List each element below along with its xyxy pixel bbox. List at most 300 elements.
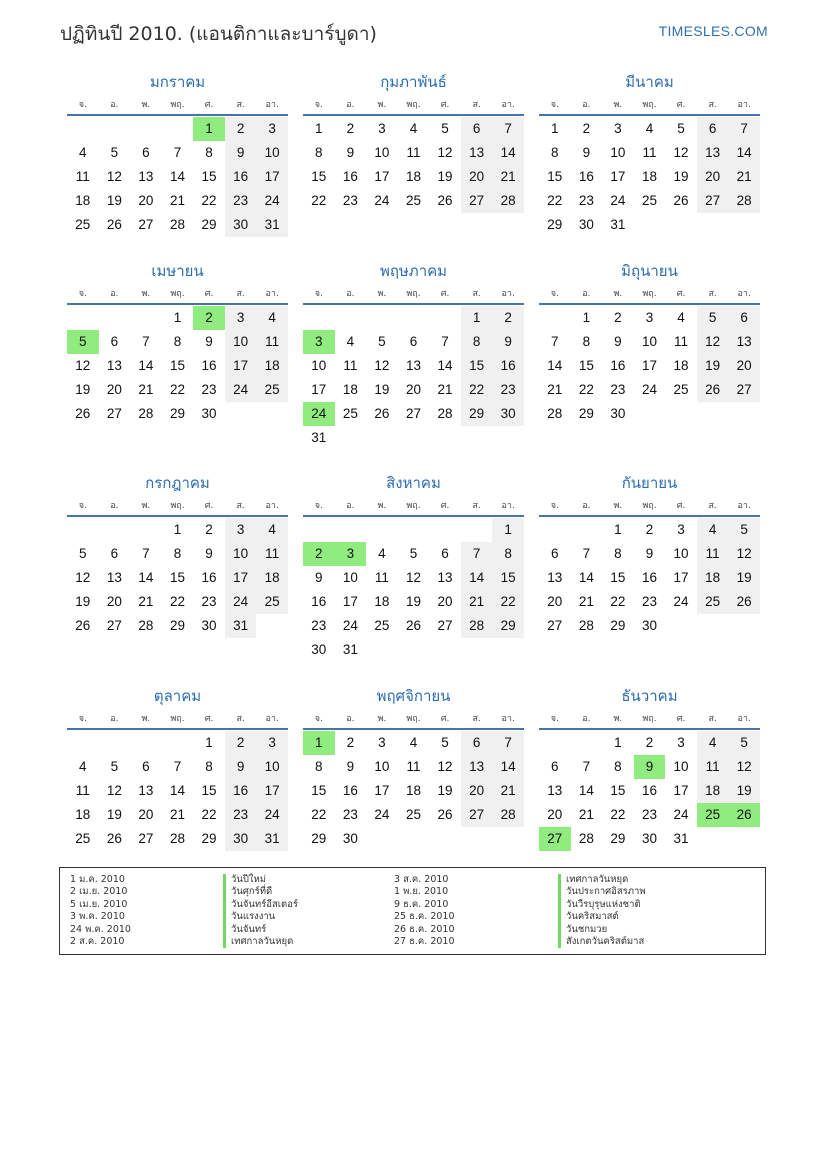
day-cell[interactable]: 8 <box>492 542 524 566</box>
day-cell[interactable]: 29 <box>547 217 563 232</box>
day-cell[interactable]: 12 <box>437 759 453 774</box>
day-cell[interactable]: 11 <box>674 334 689 349</box>
day-cell[interactable]: 28 <box>492 189 524 213</box>
day-cell[interactable]: 10 <box>374 759 390 774</box>
day-cell[interactable]: 14 <box>169 169 185 184</box>
day-cell[interactable]: 2 <box>346 121 355 136</box>
day-cell[interactable]: 16 <box>342 783 358 798</box>
day-cell[interactable]: 6 <box>142 145 150 160</box>
day-cell[interactable]: 10 <box>673 759 689 774</box>
day-cell[interactable]: 24 <box>342 618 358 633</box>
day-cell[interactable]: 30 <box>641 618 657 633</box>
day-cell[interactable]: 3 <box>225 306 257 330</box>
holiday-day-cell[interactable]: 1 <box>303 731 335 755</box>
day-cell[interactable]: 3 <box>677 735 685 750</box>
day-cell[interactable]: 10 <box>225 330 257 354</box>
day-cell[interactable]: 2 <box>614 310 622 325</box>
day-cell[interactable]: 6 <box>110 334 119 349</box>
holiday-day-cell[interactable]: 2 <box>193 306 225 330</box>
day-cell[interactable]: 9 <box>492 330 524 354</box>
day-cell[interactable]: 20 <box>106 594 122 609</box>
day-cell[interactable]: 19 <box>75 382 91 397</box>
day-cell[interactable]: 17 <box>256 165 288 189</box>
day-cell[interactable]: 28 <box>169 831 185 846</box>
day-cell[interactable]: 5 <box>441 121 449 136</box>
day-cell[interactable]: 18 <box>673 358 689 373</box>
day-cell[interactable]: 25 <box>641 193 657 208</box>
day-cell[interactable]: 23 <box>578 193 594 208</box>
day-cell[interactable]: 3 <box>645 310 654 325</box>
day-cell[interactable]: 27 <box>106 406 122 421</box>
day-cell[interactable]: 16 <box>201 570 217 585</box>
day-cell[interactable]: 7 <box>582 546 591 561</box>
day-cell[interactable]: 5 <box>677 121 685 136</box>
day-cell[interactable]: 2 <box>225 117 257 141</box>
day-cell[interactable]: 24 <box>610 193 626 208</box>
day-cell[interactable]: 16 <box>225 779 257 803</box>
day-cell[interactable]: 31 <box>673 831 689 846</box>
day-cell[interactable]: 27 <box>437 618 453 633</box>
site-brand[interactable]: TIMESLES.COM <box>658 23 768 39</box>
day-cell[interactable]: 22 <box>201 193 217 208</box>
day-cell[interactable]: 28 <box>492 803 524 827</box>
day-cell[interactable]: 9 <box>346 759 355 774</box>
day-cell[interactable]: 6 <box>551 546 559 561</box>
day-cell[interactable]: 11 <box>406 759 421 774</box>
holiday-day-cell[interactable]: 1 <box>193 117 225 141</box>
day-cell[interactable]: 27 <box>547 618 563 633</box>
day-cell[interactable]: 5 <box>110 145 119 160</box>
day-cell[interactable]: 22 <box>610 807 626 822</box>
day-cell[interactable]: 3 <box>677 522 685 537</box>
day-cell[interactable]: 25 <box>256 590 288 614</box>
day-cell[interactable]: 9 <box>582 145 591 160</box>
day-cell[interactable]: 4 <box>346 334 355 349</box>
day-cell[interactable]: 17 <box>610 169 626 184</box>
day-cell[interactable]: 5 <box>409 546 418 561</box>
day-cell[interactable]: 26 <box>697 378 729 402</box>
day-cell[interactable]: 26 <box>437 193 453 208</box>
day-cell[interactable]: 15 <box>610 783 626 798</box>
day-cell[interactable]: 22 <box>547 193 563 208</box>
day-cell[interactable]: 7 <box>441 334 449 349</box>
day-cell[interactable]: 10 <box>374 145 390 160</box>
day-cell[interactable]: 17 <box>225 354 257 378</box>
day-cell[interactable]: 9 <box>346 145 355 160</box>
day-cell[interactable]: 11 <box>642 145 657 160</box>
day-cell[interactable]: 11 <box>256 542 288 566</box>
day-cell[interactable]: 8 <box>205 759 213 774</box>
day-cell[interactable]: 8 <box>315 759 323 774</box>
day-cell[interactable]: 25 <box>374 618 390 633</box>
day-cell[interactable]: 18 <box>374 594 390 609</box>
day-cell[interactable]: 16 <box>342 169 358 184</box>
day-cell[interactable]: 8 <box>173 546 182 561</box>
day-cell[interactable]: 9 <box>645 546 654 561</box>
day-cell[interactable]: 15 <box>610 570 626 585</box>
day-cell[interactable]: 9 <box>315 570 323 585</box>
day-cell[interactable]: 5 <box>697 306 729 330</box>
day-cell[interactable]: 3 <box>256 117 288 141</box>
day-cell[interactable]: 2 <box>225 731 257 755</box>
day-cell[interactable]: 18 <box>641 169 657 184</box>
day-cell[interactable]: 27 <box>138 831 154 846</box>
day-cell[interactable]: 9 <box>205 546 213 561</box>
day-cell[interactable]: 23 <box>201 594 217 609</box>
day-cell[interactable]: 18 <box>75 807 91 822</box>
day-cell[interactable]: 1 <box>582 310 591 325</box>
day-cell[interactable]: 21 <box>437 382 453 397</box>
day-cell[interactable]: 7 <box>142 334 150 349</box>
day-cell[interactable]: 13 <box>138 783 154 798</box>
day-cell[interactable]: 15 <box>492 566 524 590</box>
day-cell[interactable]: 26 <box>106 831 122 846</box>
day-cell[interactable]: 16 <box>492 354 524 378</box>
day-cell[interactable]: 19 <box>75 594 91 609</box>
day-cell[interactable]: 11 <box>697 755 729 779</box>
day-cell[interactable]: 18 <box>697 566 729 590</box>
day-cell[interactable]: 15 <box>311 169 327 184</box>
day-cell[interactable]: 16 <box>311 594 327 609</box>
day-cell[interactable]: 23 <box>641 594 657 609</box>
day-cell[interactable]: 18 <box>697 779 729 803</box>
day-cell[interactable]: 31 <box>256 827 288 851</box>
day-cell[interactable]: 3 <box>256 731 288 755</box>
day-cell[interactable]: 13 <box>461 141 493 165</box>
day-cell[interactable]: 24 <box>374 193 390 208</box>
day-cell[interactable]: 22 <box>169 594 185 609</box>
day-cell[interactable]: 16 <box>610 358 626 373</box>
day-cell[interactable]: 26 <box>106 217 122 232</box>
day-cell[interactable]: 15 <box>169 570 185 585</box>
day-cell[interactable]: 3 <box>225 518 257 542</box>
day-cell[interactable]: 3 <box>614 121 622 136</box>
day-cell[interactable]: 25 <box>405 807 421 822</box>
day-cell[interactable]: 6 <box>461 731 493 755</box>
holiday-day-cell[interactable]: 24 <box>303 402 335 426</box>
day-cell[interactable]: 4 <box>256 518 288 542</box>
day-cell[interactable]: 5 <box>378 334 386 349</box>
holiday-day-cell[interactable]: 26 <box>728 803 760 827</box>
day-cell[interactable]: 23 <box>342 807 358 822</box>
day-cell[interactable]: 22 <box>311 807 327 822</box>
day-cell[interactable]: 29 <box>492 614 524 638</box>
day-cell[interactable]: 13 <box>437 570 453 585</box>
day-cell[interactable]: 25 <box>75 217 91 232</box>
day-cell[interactable]: 24 <box>673 594 689 609</box>
day-cell[interactable]: 29 <box>610 618 626 633</box>
day-cell[interactable]: 12 <box>106 169 122 184</box>
day-cell[interactable]: 1 <box>315 121 323 136</box>
day-cell[interactable]: 30 <box>492 402 524 426</box>
day-cell[interactable]: 29 <box>578 406 594 421</box>
day-cell[interactable]: 26 <box>75 618 91 633</box>
day-cell[interactable]: 28 <box>138 406 154 421</box>
day-cell[interactable]: 10 <box>311 358 327 373</box>
day-cell[interactable]: 7 <box>173 759 182 774</box>
day-cell[interactable]: 26 <box>405 618 421 633</box>
day-cell[interactable]: 1 <box>614 735 622 750</box>
day-cell[interactable]: 20 <box>697 165 729 189</box>
day-cell[interactable]: 28 <box>138 618 154 633</box>
day-cell[interactable]: 24 <box>673 807 689 822</box>
day-cell[interactable]: 5 <box>441 735 449 750</box>
day-cell[interactable]: 9 <box>225 755 257 779</box>
day-cell[interactable]: 21 <box>578 807 594 822</box>
day-cell[interactable]: 22 <box>311 193 327 208</box>
day-cell[interactable]: 4 <box>256 306 288 330</box>
day-cell[interactable]: 13 <box>547 783 563 798</box>
day-cell[interactable]: 27 <box>728 378 760 402</box>
day-cell[interactable]: 6 <box>551 759 559 774</box>
day-cell[interactable]: 22 <box>201 807 217 822</box>
day-cell[interactable]: 11 <box>75 169 90 184</box>
day-cell[interactable]: 13 <box>697 141 729 165</box>
day-cell[interactable]: 1 <box>205 735 213 750</box>
day-cell[interactable]: 4 <box>677 310 685 325</box>
day-cell[interactable]: 21 <box>547 382 563 397</box>
day-cell[interactable]: 3 <box>378 735 386 750</box>
day-cell[interactable]: 16 <box>201 358 217 373</box>
day-cell[interactable]: 22 <box>492 590 524 614</box>
day-cell[interactable]: 17 <box>311 382 327 397</box>
day-cell[interactable]: 7 <box>142 546 150 561</box>
day-cell[interactable]: 21 <box>169 807 185 822</box>
day-cell[interactable]: 4 <box>79 759 87 774</box>
day-cell[interactable]: 14 <box>138 570 154 585</box>
day-cell[interactable]: 10 <box>256 755 288 779</box>
day-cell[interactable]: 13 <box>547 570 563 585</box>
day-cell[interactable]: 22 <box>610 594 626 609</box>
day-cell[interactable]: 14 <box>547 358 563 373</box>
day-cell[interactable]: 29 <box>201 831 217 846</box>
day-cell[interactable]: 25 <box>342 406 358 421</box>
day-cell[interactable]: 14 <box>578 783 594 798</box>
day-cell[interactable]: 28 <box>578 618 594 633</box>
day-cell[interactable]: 14 <box>492 141 524 165</box>
day-cell[interactable]: 11 <box>75 783 90 798</box>
day-cell[interactable]: 4 <box>409 735 418 750</box>
day-cell[interactable]: 7 <box>551 334 559 349</box>
day-cell[interactable]: 27 <box>405 406 421 421</box>
day-cell[interactable]: 14 <box>728 141 760 165</box>
holiday-day-cell[interactable]: 25 <box>697 803 729 827</box>
day-cell[interactable]: 22 <box>169 382 185 397</box>
day-cell[interactable]: 3 <box>378 121 386 136</box>
day-cell[interactable]: 12 <box>374 358 390 373</box>
day-cell[interactable]: 8 <box>551 145 559 160</box>
day-cell[interactable]: 4 <box>645 121 654 136</box>
day-cell[interactable]: 10 <box>256 141 288 165</box>
day-cell[interactable]: 30 <box>311 642 327 657</box>
day-cell[interactable]: 24 <box>225 378 257 402</box>
day-cell[interactable]: 9 <box>205 334 213 349</box>
day-cell[interactable]: 6 <box>697 117 729 141</box>
day-cell[interactable]: 24 <box>641 382 657 397</box>
day-cell[interactable]: 31 <box>311 430 327 445</box>
day-cell[interactable]: 18 <box>342 382 358 397</box>
day-cell[interactable]: 28 <box>169 217 185 232</box>
day-cell[interactable]: 2 <box>205 522 213 537</box>
day-cell[interactable]: 8 <box>461 330 493 354</box>
day-cell[interactable]: 22 <box>578 382 594 397</box>
day-cell[interactable]: 28 <box>547 406 563 421</box>
day-cell[interactable]: 12 <box>728 542 760 566</box>
day-cell[interactable]: 17 <box>225 566 257 590</box>
day-cell[interactable]: 25 <box>256 378 288 402</box>
day-cell[interactable]: 22 <box>461 378 493 402</box>
day-cell[interactable]: 6 <box>110 546 119 561</box>
day-cell[interactable]: 1 <box>173 522 182 537</box>
day-cell[interactable]: 12 <box>673 145 689 160</box>
day-cell[interactable]: 10 <box>225 542 257 566</box>
day-cell[interactable]: 21 <box>138 382 154 397</box>
day-cell[interactable]: 23 <box>311 618 327 633</box>
day-cell[interactable]: 5 <box>110 759 119 774</box>
day-cell[interactable]: 8 <box>614 759 622 774</box>
day-cell[interactable]: 24 <box>256 189 288 213</box>
day-cell[interactable]: 26 <box>437 807 453 822</box>
day-cell[interactable]: 17 <box>374 169 390 184</box>
day-cell[interactable]: 13 <box>728 330 760 354</box>
day-cell[interactable]: 12 <box>75 358 91 373</box>
day-cell[interactable]: 7 <box>492 731 524 755</box>
day-cell[interactable]: 19 <box>106 193 122 208</box>
holiday-day-cell[interactable]: 9 <box>634 755 666 779</box>
day-cell[interactable]: 19 <box>728 779 760 803</box>
day-cell[interactable]: 15 <box>578 358 594 373</box>
day-cell[interactable]: 24 <box>256 803 288 827</box>
day-cell[interactable]: 1 <box>614 522 622 537</box>
day-cell[interactable]: 14 <box>461 566 493 590</box>
day-cell[interactable]: 10 <box>641 334 657 349</box>
day-cell[interactable]: 6 <box>142 759 150 774</box>
day-cell[interactable]: 10 <box>610 145 626 160</box>
day-cell[interactable]: 16 <box>641 783 657 798</box>
day-cell[interactable]: 14 <box>138 358 154 373</box>
day-cell[interactable]: 13 <box>138 169 154 184</box>
holiday-day-cell[interactable]: 5 <box>67 330 99 354</box>
day-cell[interactable]: 18 <box>256 566 288 590</box>
day-cell[interactable]: 7 <box>728 117 760 141</box>
day-cell[interactable]: 29 <box>461 402 493 426</box>
day-cell[interactable]: 23 <box>641 807 657 822</box>
day-cell[interactable]: 13 <box>106 358 122 373</box>
day-cell[interactable]: 8 <box>582 334 591 349</box>
day-cell[interactable]: 12 <box>75 570 91 585</box>
day-cell[interactable]: 15 <box>547 169 563 184</box>
day-cell[interactable]: 1 <box>173 310 182 325</box>
day-cell[interactable]: 17 <box>374 783 390 798</box>
day-cell[interactable]: 30 <box>201 618 217 633</box>
day-cell[interactable]: 30 <box>201 406 217 421</box>
day-cell[interactable]: 13 <box>106 570 122 585</box>
day-cell[interactable]: 19 <box>697 354 729 378</box>
day-cell[interactable]: 19 <box>673 169 689 184</box>
day-cell[interactable]: 20 <box>461 779 493 803</box>
day-cell[interactable]: 2 <box>645 735 654 750</box>
day-cell[interactable]: 9 <box>614 334 622 349</box>
day-cell[interactable]: 23 <box>492 378 524 402</box>
day-cell[interactable]: 14 <box>169 783 185 798</box>
day-cell[interactable]: 11 <box>406 145 421 160</box>
day-cell[interactable]: 8 <box>173 334 182 349</box>
day-cell[interactable]: 21 <box>461 590 493 614</box>
day-cell[interactable]: 28 <box>437 406 453 421</box>
day-cell[interactable]: 21 <box>578 594 594 609</box>
day-cell[interactable]: 20 <box>547 594 563 609</box>
day-cell[interactable]: 7 <box>461 542 493 566</box>
day-cell[interactable]: 28 <box>461 614 493 638</box>
day-cell[interactable]: 19 <box>405 594 421 609</box>
day-cell[interactable]: 27 <box>461 189 493 213</box>
day-cell[interactable]: 16 <box>225 165 257 189</box>
day-cell[interactable]: 19 <box>374 382 390 397</box>
day-cell[interactable]: 23 <box>610 382 626 397</box>
day-cell[interactable]: 12 <box>697 330 729 354</box>
day-cell[interactable]: 16 <box>641 570 657 585</box>
day-cell[interactable]: 30 <box>610 406 626 421</box>
day-cell[interactable]: 30 <box>225 827 257 851</box>
day-cell[interactable]: 15 <box>201 169 217 184</box>
day-cell[interactable]: 30 <box>641 831 657 846</box>
day-cell[interactable]: 23 <box>201 382 217 397</box>
day-cell[interactable]: 29 <box>610 831 626 846</box>
day-cell[interactable]: 26 <box>374 406 390 421</box>
day-cell[interactable]: 29 <box>311 831 327 846</box>
day-cell[interactable]: 24 <box>374 807 390 822</box>
day-cell[interactable]: 12 <box>437 145 453 160</box>
day-cell[interactable]: 17 <box>673 570 689 585</box>
day-cell[interactable]: 31 <box>256 213 288 237</box>
day-cell[interactable]: 28 <box>728 189 760 213</box>
day-cell[interactable]: 17 <box>641 358 657 373</box>
day-cell[interactable]: 30 <box>578 217 594 232</box>
day-cell[interactable]: 15 <box>169 358 185 373</box>
day-cell[interactable]: 20 <box>461 165 493 189</box>
day-cell[interactable]: 29 <box>201 217 217 232</box>
day-cell[interactable]: 1 <box>551 121 559 136</box>
day-cell[interactable]: 21 <box>728 165 760 189</box>
day-cell[interactable]: 20 <box>106 382 122 397</box>
day-cell[interactable]: 6 <box>728 306 760 330</box>
day-cell[interactable]: 5 <box>728 518 760 542</box>
day-cell[interactable]: 17 <box>342 594 358 609</box>
day-cell[interactable]: 14 <box>492 755 524 779</box>
day-cell[interactable]: 4 <box>79 145 87 160</box>
day-cell[interactable]: 18 <box>256 354 288 378</box>
day-cell[interactable]: 19 <box>437 169 453 184</box>
day-cell[interactable]: 8 <box>315 145 323 160</box>
day-cell[interactable]: 20 <box>728 354 760 378</box>
day-cell[interactable]: 8 <box>614 546 622 561</box>
day-cell[interactable]: 26 <box>728 590 760 614</box>
day-cell[interactable]: 27 <box>461 803 493 827</box>
day-cell[interactable]: 20 <box>405 382 421 397</box>
day-cell[interactable]: 7 <box>173 145 182 160</box>
day-cell[interactable]: 27 <box>106 618 122 633</box>
day-cell[interactable]: 20 <box>437 594 453 609</box>
day-cell[interactable]: 19 <box>437 783 453 798</box>
day-cell[interactable]: 25 <box>697 590 729 614</box>
day-cell[interactable]: 29 <box>169 618 185 633</box>
day-cell[interactable]: 1 <box>492 518 524 542</box>
day-cell[interactable]: 7 <box>582 759 591 774</box>
day-cell[interactable]: 18 <box>405 169 421 184</box>
day-cell[interactable]: 4 <box>697 731 729 755</box>
day-cell[interactable]: 18 <box>405 783 421 798</box>
day-cell[interactable]: 6 <box>461 117 493 141</box>
